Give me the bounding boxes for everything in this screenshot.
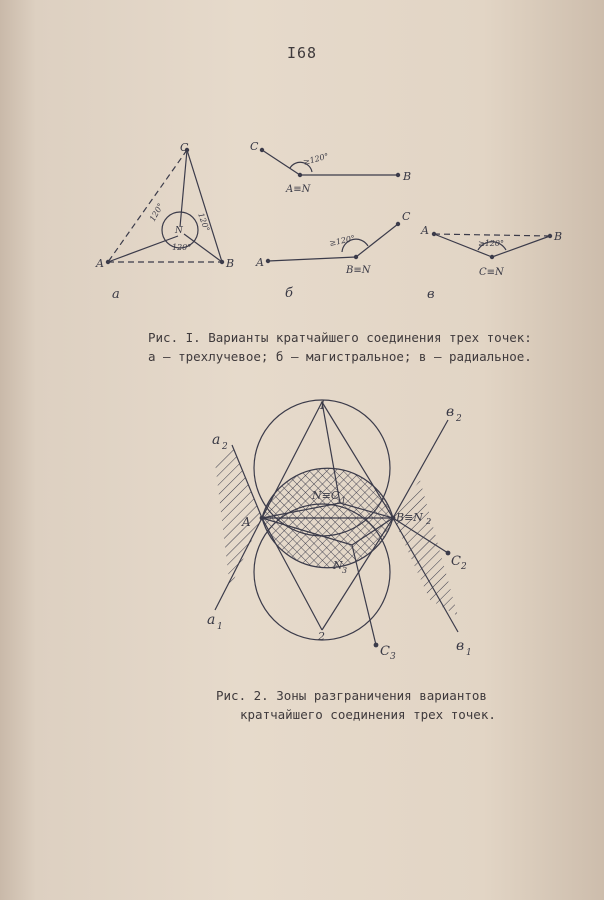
fig2-label-n3-sub: 3 <box>342 566 348 575</box>
figure2-caption-line1: Рис. 2. Зоны разграничения вариантов <box>216 688 487 703</box>
fig2-label-b2-sub: 2 <box>456 414 462 424</box>
fig1a-point-b: B <box>226 257 235 270</box>
figure1-caption-line2: а – трехлучевое; б – магистральное; в – радиальное. <box>148 349 532 364</box>
fig1b-top-angle-label: ≥120° <box>302 151 330 167</box>
fig2-label-beqn-sub: 2 <box>426 517 432 526</box>
fig1b-top-point-aeqn: A≡N <box>286 184 311 195</box>
fig2-label-a1-sub: 1 <box>217 622 223 632</box>
fig2-label-a1: a <box>207 612 216 628</box>
fig1b-top-point-b: B <box>403 170 412 183</box>
figure2-caption-line2: кратчайшего соединения трех точек. <box>240 707 496 722</box>
fig2-label-c3-sub: 3 <box>390 652 396 662</box>
fig1c-point-ceqn: C≡N <box>479 267 504 278</box>
fig2-label-neqc: N≡C <box>312 489 340 502</box>
fig1b-sublabel: б <box>285 286 293 301</box>
fig1c-sublabel: в <box>427 287 435 302</box>
fig2-label-neqc-sub: 1 <box>341 496 347 505</box>
fig1b-bottom-point-beqn: B≡N <box>346 265 371 276</box>
fig2-label-b1: в <box>456 638 465 654</box>
fig1c-point-b: B <box>554 230 563 243</box>
fig2-label-beqn: B≡N <box>396 511 423 524</box>
fig2-label-c2: C <box>451 554 461 569</box>
fig1b-bottom-angle-label: ≥120° <box>328 233 356 248</box>
fig2-label-b2: в <box>446 404 455 420</box>
fig1b-bottom-point-a: A <box>256 256 264 269</box>
fig1b-top-point-c: C <box>250 140 259 153</box>
fig2-label-n3: N <box>333 559 343 572</box>
fig2-label-a2: a <box>212 432 221 448</box>
fig1c-angle-label: ≥120° <box>478 239 504 248</box>
fig2-label-2: 2 <box>318 630 325 643</box>
fig1a-point-a: A <box>96 257 104 270</box>
fig1a-point-c: C <box>180 141 189 154</box>
fig1c-point-a: A <box>421 224 429 237</box>
fig1a-point-n: N <box>175 226 183 236</box>
fig2-label-a2-sub: 2 <box>222 442 228 452</box>
fig1b-bottom-point-c: C <box>402 210 411 223</box>
page-number: I68 <box>286 44 318 62</box>
fig1a-sublabel: а <box>112 287 120 302</box>
fig2-label-c2-sub: 2 <box>461 562 467 572</box>
fig1a-angle-label-2: 120° <box>196 211 212 233</box>
fig2-label-1: 1 <box>319 399 326 412</box>
figure1-caption-line1: Рис. I. Варианты кратчайшего соединения трех точек: <box>148 330 532 345</box>
fig1a-angle-label-3: 120° <box>172 243 192 252</box>
fig2-label-c3: C <box>380 644 390 659</box>
fig1a-angle-label-1: 120° <box>147 201 166 223</box>
fig2-label-a: A <box>242 515 251 529</box>
fig2-label-b1-sub: 1 <box>466 648 472 658</box>
